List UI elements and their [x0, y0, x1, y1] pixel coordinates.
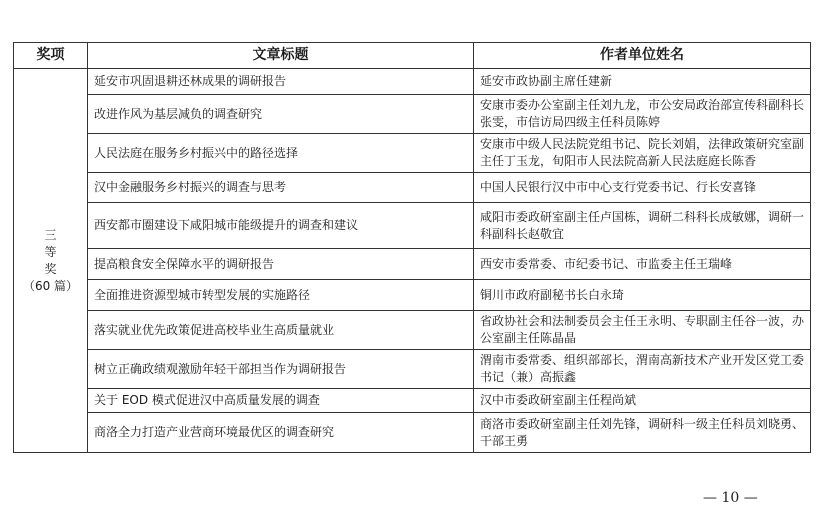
header-award: 奖项: [14, 43, 88, 69]
author-info: 延安市政协副主席任建新: [474, 69, 811, 95]
award-count: （60 篇）: [22, 278, 79, 293]
article-title: 树立正确政绩观激励年轻干部担当作为调研报告: [88, 350, 474, 389]
award-level-char: 等: [44, 244, 57, 259]
author-info: 西安市委常委、市纪委书记、市监委主任王瑞峰: [474, 249, 811, 280]
article-title: 提高粮食安全保障水平的调研报告: [88, 249, 474, 280]
article-title: 全面推进资源型城市转型发展的实施路径: [88, 280, 474, 311]
author-info: 省政协社会和法制委员会主任王永明、专职副主任谷一波，办公室副主任陈晶晶: [474, 311, 811, 350]
awards-table: [13, 42, 811, 453]
award-level-char: 三: [44, 227, 57, 242]
article-title: 人民法庭在服务乡村振兴中的路径选择: [88, 134, 474, 173]
article-title: 商洛全力打造产业营商环境最优区的调查研究: [88, 413, 474, 453]
table-row: [14, 249, 811, 280]
table-row: [14, 69, 811, 95]
award-level-cell: [14, 69, 88, 453]
author-info: 汉中市委政研室副主任程尚斌: [474, 389, 811, 413]
author-info: 渭南市委常委、组织部部长，渭南高新技术产业开发区党工委书记（兼）高振鑫: [474, 350, 811, 389]
table-row: [14, 95, 811, 134]
table-header-row: [14, 43, 811, 69]
author-info: 安康市委办公室副主任刘九龙，市公安局政治部宣传科副科长张雯，市信访局四级主任科员陈婷: [474, 95, 811, 134]
table-row: [14, 311, 811, 350]
award-level-char: 奖: [44, 261, 57, 276]
article-title: 汉中金融服务乡村振兴的调查与思考: [88, 173, 474, 203]
header-author: 作者单位姓名: [474, 43, 811, 69]
table-row: [14, 203, 811, 249]
table-row: [14, 413, 811, 453]
author-info: 中国人民银行汉中市中心支行党委书记、行长安喜锋: [474, 173, 811, 203]
table-row: [14, 173, 811, 203]
article-title: 改进作风为基层减负的调查研究: [88, 95, 474, 134]
article-title: 延安市巩固退耕还林成果的调研报告: [88, 69, 474, 95]
table-row: [14, 280, 811, 311]
article-title: 落实就业优先政策促进高校毕业生高质量就业: [88, 311, 474, 350]
author-info: 铜川市政府副秘书长白永琦: [474, 280, 811, 311]
author-info: 商洛市委政研室副主任刘先锋，调研科一级主任科员刘晓勇、干部王勇: [474, 413, 811, 453]
page-number: — 10 —: [703, 490, 758, 506]
author-info: 咸阳市委政研室副主任卢国栋，调研二科科长成敏娜，调研一科副科长赵敬宜: [474, 203, 811, 249]
table-row: [14, 134, 811, 173]
author-info: 安康市中级人民法院党组书记、院长刘娟，法律政策研究室副主任丁玉龙，旬阳市人民法院高新人民法庭庭长陈香: [474, 134, 811, 173]
header-title: 文章标题: [88, 43, 474, 69]
table-row: [14, 389, 811, 413]
article-title: 西安都市圈建设下咸阳城市能级提升的调查和建议: [88, 203, 474, 249]
table-row: [14, 350, 811, 389]
article-title: 关于 EOD 模式促进汉中高质量发展的调查: [88, 389, 474, 413]
